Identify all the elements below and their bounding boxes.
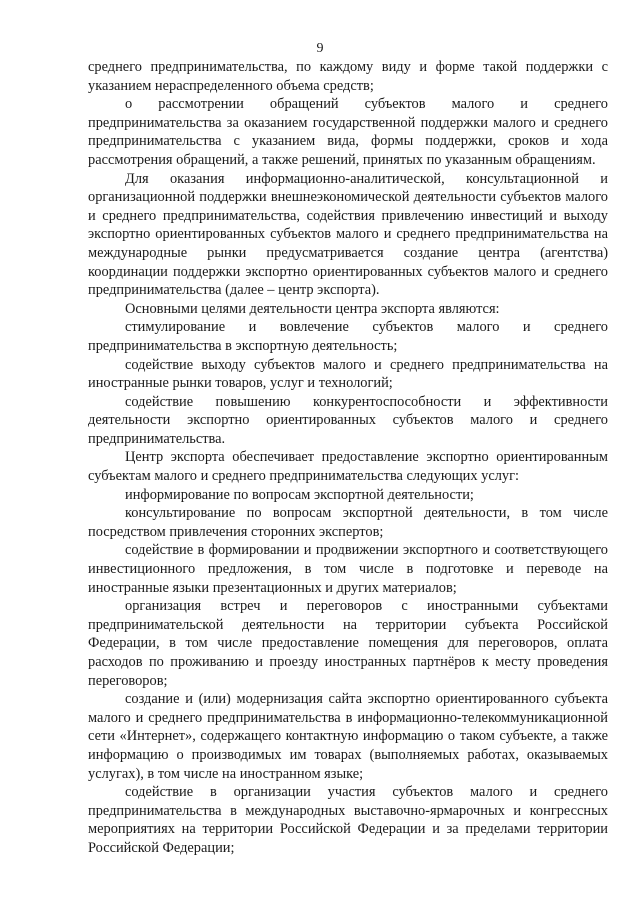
paragraph-service-item: содействие в формировании и продвижении экспортного и соответствующего инвестиционного предложения, в том числе в подготовке и переводе на иностранные языки презентационных и других материалов;: [88, 542, 608, 596]
paragraph-goal-item: стимулирование и вовлечение субъектов малого и среднего предпринимательства в экспортную деятельность;: [88, 319, 608, 354]
paragraph-continuation: среднего предпринимательства, по каждому виду и форме такой поддержки с указанием нераспределенного объема средств;: [88, 59, 608, 94]
paragraph-list-item: о рассмотрении обращений субъектов малого и среднего предпринимательства за оказанием государственной поддержки малого и среднего предпринимательства с указанием вида, формы поддержки, сроков и хода рассмотрения обращений, а также решений, принятых по указанным обращениям.: [88, 96, 608, 168]
paragraph-service-item: организация встреч и переговоров с иностранными субъектами предпринимательской деятельности на территории субъекта Российской Федерации, в том числе предоставление помещения для переговоров, оплата расходов по проживанию и проезду иностранных партнёров к месту проведения переговоров;: [88, 598, 608, 689]
paragraph-goal-item: содействие повышению конкурентоспособности и эффективности деятельности экспортно ориентированных субъектов малого и среднего предпринимательства.: [88, 393, 608, 447]
paragraph-export-center-intro: Для оказания информационно-аналитической, консультационной и организационной поддержки внешнеэкономической деятельности субъектов малого и среднего предпринимательства, содействия привлечению инвестиций и выходу экспортно ориентированных субъектов малого и среднего предпринимательства на международные рынки предусматривается создание центра (агентства) координации поддержки экспортно ориентированных субъектов малого и среднего предпринимательства (далее – центр экспорта).: [88, 170, 608, 299]
page-number: 9: [316, 41, 324, 56]
paragraph-service-item: консультирование по вопросам экспортной деятельности, в том числе посредством привлечения сторонних экспертов;: [88, 505, 608, 540]
paragraph-goals-heading: Основными целями деятельности центра экспорта являются:: [125, 300, 500, 317]
document-body: [88, 58, 608, 858]
paragraph-service-item: создание и (или) модернизация сайта экспортно ориентированного субъекта малого и среднего предпринимательства в информационно-телекоммуникационной сети «Интернет», содержащего контактную информацию о таком субъекте, а также информацию о производимых им товарах (выполняемых работах, оказываемых услугах), в том числе на иностранном языке;: [88, 691, 608, 782]
paragraph-service-item: содействие в организации участия субъектов малого и среднего предпринимательства в международных выставочно-ярмарочных и конгрессных мероприятиях на территории Российской Федерации и за пределами территории Российской Федерации;: [88, 784, 608, 856]
paragraph-services-heading: Центр экспорта обеспечивает предоставление экспортно ориентированным субъектам малого и среднего предпринимательства следующих услуг:: [88, 449, 608, 485]
paragraph-goal-item: содействие выходу субъектов малого и среднего предпринимательства на иностранные рынки товаров, услуг и технологий;: [88, 356, 608, 392]
paragraph-service-item: информирование по вопросам экспортной деятельности;: [125, 486, 474, 503]
